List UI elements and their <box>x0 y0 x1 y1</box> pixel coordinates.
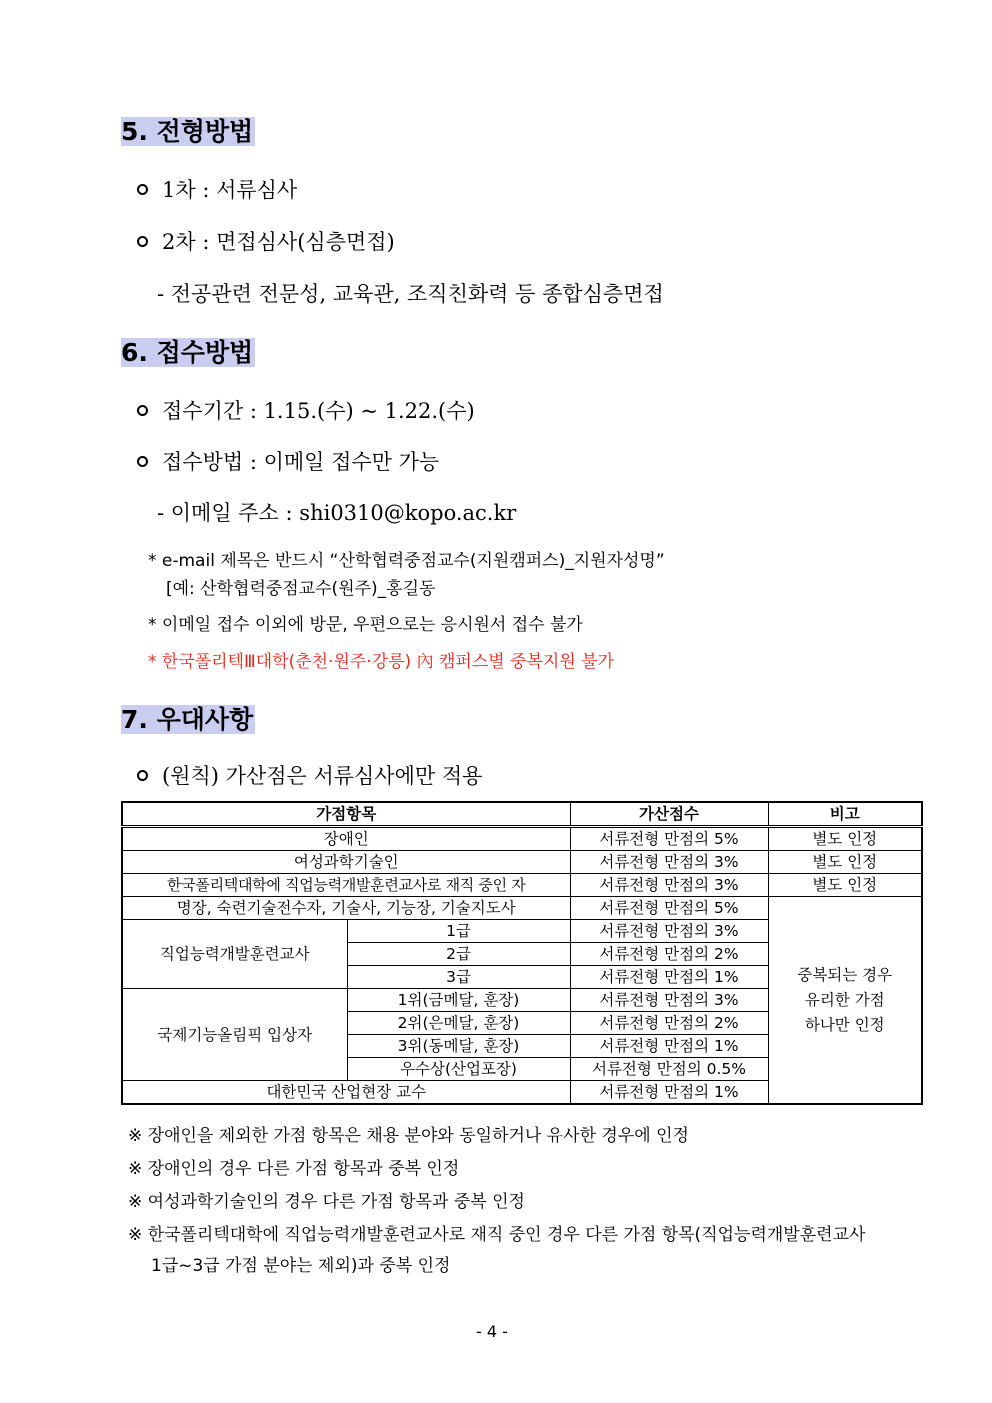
note-email-example: [예: 산학협력중점교수(원주)_홍길동 <box>166 579 436 599</box>
table-row: 우수상(산업포장) 서류전형 만점의 0.5% <box>122 1058 922 1081</box>
table-row: 명장, 숙련기술전수자, 기술사, 기능장, 기술지도사 서류전형 만점의 5% 중복되는 경우 유리한 가점 하나만 인정 <box>122 897 922 920</box>
email-line: - 이메일 주소 : shi0310@kopo.ac.kr <box>157 501 517 525</box>
section-6-item-1: 접수기간 : 1.15.(수) ~ 1.22.(수) <box>137 397 475 425</box>
table-row: 3급 서류전형 만점의 1% <box>122 966 922 989</box>
remark-4: ※ 한국폴리텍대학에 직업능력개발훈련교사로 재직 중인 경우 다른 가점 항목(직업능력개발훈련교사 <box>128 1225 866 1245</box>
header-note: 비고 <box>768 802 922 827</box>
bonus-points-table <box>121 801 923 1105</box>
table-row: 2급 서류전형 만점의 2% <box>122 943 922 966</box>
circle-bullet-icon <box>137 770 148 781</box>
table-row: 2위(은메달, 훈장) 서류전형 만점의 2% <box>122 1012 922 1035</box>
remark-2: ※ 장애인의 경우 다른 가점 항목과 중복 인정 <box>128 1159 460 1179</box>
section-6-heading: 6. 접수방법 <box>121 338 254 367</box>
circle-bullet-icon <box>137 236 148 247</box>
table-header-row <box>122 802 922 827</box>
olympic-group-cell: 국제기능올림픽 입상자 <box>122 989 347 1081</box>
page-number: - 4 - <box>476 1322 508 1341</box>
circle-bullet-icon <box>137 456 148 467</box>
table-row: 대한민국 산업현장 교수 서류전형 만점의 1% <box>122 1081 922 1105</box>
header-score: 가산점수 <box>570 802 768 827</box>
table-row: 여성과학기술인 서류전형 만점의 3% 별도 인정 <box>122 851 922 874</box>
trainer-group-cell: 직업능력개발훈련교사 <box>122 920 347 989</box>
circle-bullet-icon <box>137 184 148 195</box>
merged-note-cell: 중복되는 경우 유리한 가점 하나만 인정 <box>768 897 922 1105</box>
table-row: 장애인 서류전형 만점의 5% 별도 인정 <box>122 827 922 851</box>
circle-bullet-icon <box>137 405 148 416</box>
section-5-item-1: 1차 : 서류심사 <box>137 176 297 204</box>
remark-3: ※ 여성과학기술인의 경우 다른 가점 항목과 중복 인정 <box>128 1192 525 1212</box>
table-row: 국제기능올림픽 입상자 1위(금메달, 훈장) 서류전형 만점의 3% <box>122 989 922 1012</box>
note-no-visit: * 이메일 접수 이외에 방문, 우편으로는 응시원서 접수 불가 <box>148 615 583 635</box>
table-row: 3위(동메달, 훈장) 서류전형 만점의 1% <box>122 1035 922 1058</box>
section-5-sub: - 전공관련 전문성, 교육관, 조직친화력 등 종합심층면접 <box>157 282 664 306</box>
table-row: 한국폴리텍대학에 직업능력개발훈련교사로 재직 중인 자 서류전형 만점의 3% 별도 인정 <box>122 874 922 897</box>
note-no-duplicate: * 한국폴리텍Ⅲ대학(춘천·원주·강릉) 內 캠퍼스별 중복지원 불가 <box>148 652 615 672</box>
header-item: 가점항목 <box>122 802 570 827</box>
remark-1: ※ 장애인을 제외한 가점 항목은 채용 분야와 동일하거나 유사한 경우에 인정 <box>128 1126 689 1146</box>
section-6-item-2: 접수방법 : 이메일 접수만 가능 <box>137 448 439 476</box>
table-row: 직업능력개발훈련교사 1급 서류전형 만점의 3% <box>122 920 922 943</box>
note-email-subject: * e-mail 제목은 반드시 “산학협력중점교수(지원캠퍼스)_지원자성명” <box>148 551 665 571</box>
section-5-item-2: 2차 : 면접심사(심층면접) <box>137 228 395 256</box>
section-7-heading: 7. 우대사항 <box>121 705 254 734</box>
remark-4-cont: 1급~3급 가점 분야는 제외)과 중복 인정 <box>151 1256 451 1276</box>
section-7-item-1: (원칙) 가산점은 서류심사에만 적용 <box>137 762 482 790</box>
section-5-heading: 5. 전형방법 <box>121 117 254 146</box>
